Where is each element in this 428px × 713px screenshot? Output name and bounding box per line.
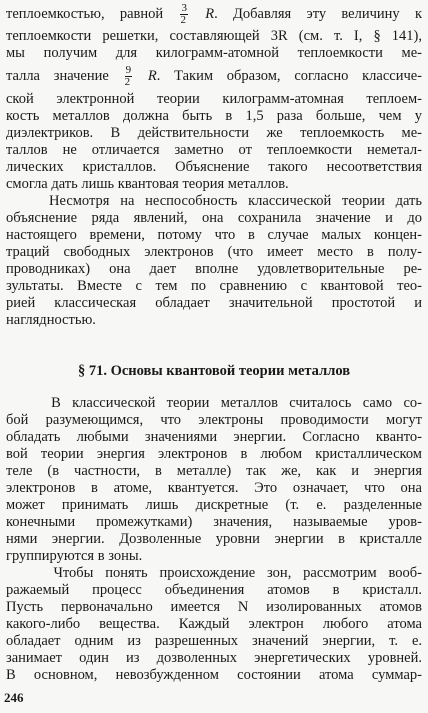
- text-line-13: настоящего времени, потому что в случае малых концен-: [6, 227, 422, 243]
- text-line-2: теплоемкости решетки, составляющей 3R (см. т. I, § 141),: [6, 28, 422, 44]
- text-line-22: вой теории энергия электронов в любом кристаллическом: [6, 446, 422, 462]
- text-line-4: талла значение $\frac{9}{2}$ R. Таким образом, согласно классиче-: [6, 64, 422, 89]
- text-line-9: лических кристаллов. Объяснение такого несоответствия: [6, 159, 422, 175]
- text-line-20: бой разумеющимся, что электроны проводимости могут: [6, 412, 422, 428]
- text-line-18: наглядностью.: [6, 312, 96, 328]
- text-line-31: Пусть первоначально имеется N изолированных атомов: [6, 599, 422, 615]
- text-line-15: проводниках) она дает вполне удовлетворительные ре-: [6, 261, 422, 277]
- section-heading: § 71. Основы квантовой теории металлов: [77, 363, 351, 379]
- text-line-14: траций свободных электронов (что имеет место в полу-: [6, 244, 422, 260]
- text-line-33: обладает одним из разрешенных значений энергии, т. е.: [6, 633, 422, 649]
- text-line-25: может принимать лишь дискретные (т. е. разделенные: [6, 497, 422, 513]
- text-line-5: ской электронной теории килограмм-атомная теплоем-: [6, 91, 422, 107]
- text-line-1: теплоемкостью, равной $\frac{3}{2}$ R. Добавляя эту величину к: [6, 2, 422, 27]
- text-line-3: мы получим для килограмм-атомной теплоемкости ме-: [6, 45, 422, 61]
- text-line-10: смогла дать лишь квантовая теория металлов.: [6, 176, 289, 192]
- text-line-17: рией классическая обладает значительной простотой и: [6, 295, 422, 311]
- text-line-12: объяснение ряда явлений, она сохранила значение и до: [6, 210, 422, 226]
- text-line-35: В основном, невозбужденном состоянии атома суммар-: [6, 667, 422, 683]
- text-line-6: кость металлов должна быть в 1,5 раза больше, чем у: [6, 108, 422, 124]
- text-line-11: Несмотря на неспособность классической теории дать: [6, 193, 422, 209]
- text-line-32: какого-либо вещества. Каждый электрон любого атома: [6, 616, 422, 632]
- text-line-30: ражаемый процесс объединения атомов в кристалл.: [6, 582, 422, 598]
- text-line-34: занимает один из дозволенных энергетических уровней.: [6, 650, 422, 666]
- text-line-21: обладать любыми значениями энергии. Согласно кванто-: [6, 429, 422, 445]
- page-number: 246: [4, 690, 24, 705]
- text-line-24: электронов в атоме, квантуется. Это означает, что она: [6, 480, 422, 496]
- fraction: $\frac{3}{2}$: [180, 2, 187, 27]
- text-line-27: нями энергии. Дозволенные уровни энергии в кристалле: [6, 531, 422, 547]
- text-line-29: Чтобы понять происхождение зон, рассмотрим вооб-: [6, 565, 422, 581]
- text-line-28: группируются в зоны.: [6, 548, 143, 564]
- text-line-7: диэлектриков. В действительности же теплоемкость ме-: [6, 125, 422, 141]
- text-line-19: В классической теории металлов считалось само со-: [6, 395, 422, 411]
- fraction: $\frac{9}{2}$: [124, 64, 132, 89]
- text-line-23: теле (в частности, в металле) так же, как и энергия: [6, 463, 422, 479]
- text-line-16: зультаты. Вместе с тем по сравнению с квантовой тео-: [6, 278, 422, 294]
- text-line-8: таллов не отличается заметно от теплоемкости неметал-: [6, 142, 422, 158]
- text-line-26: конечными промежутками) значения, называемые уров-: [6, 514, 422, 530]
